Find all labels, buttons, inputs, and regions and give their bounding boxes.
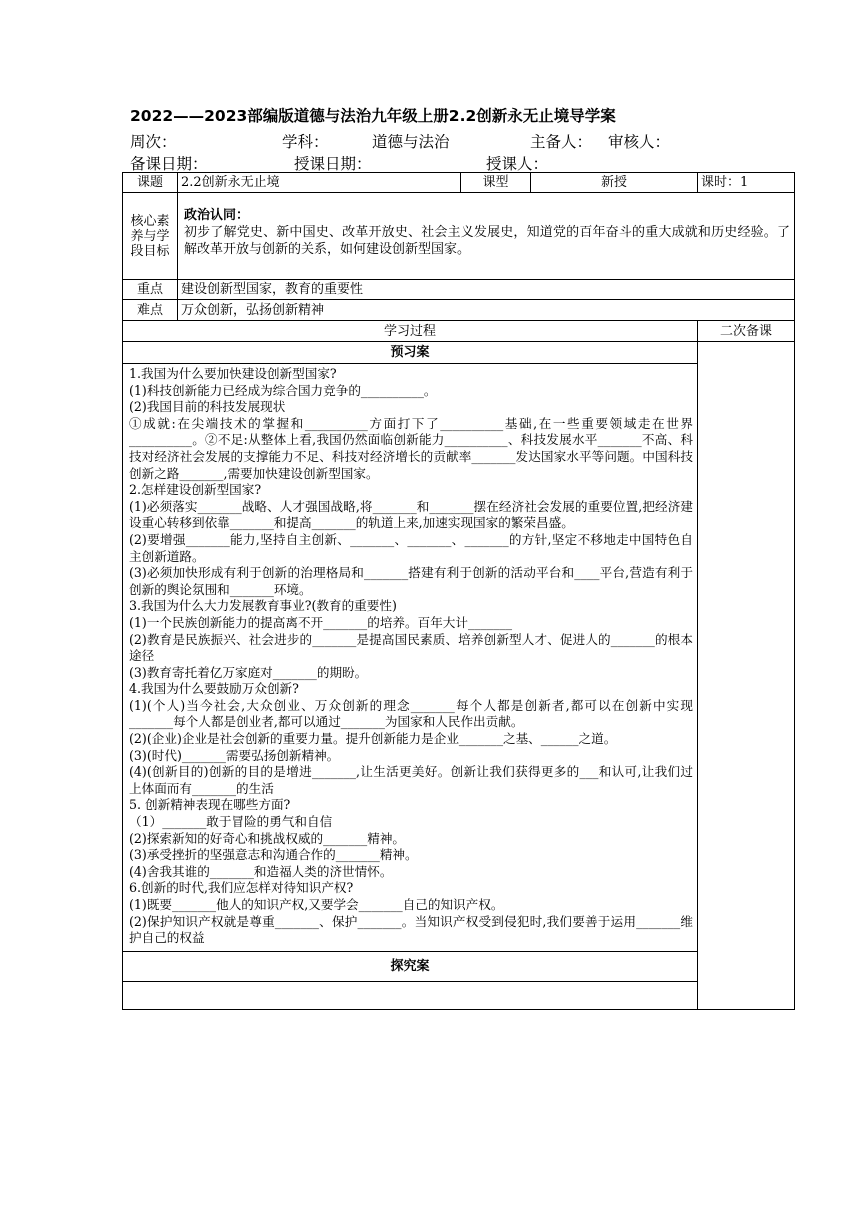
period-cell: 课时：1	[698, 173, 795, 193]
preview-line: 1.我国为什么要加快建设创新型国家?	[129, 366, 337, 381]
core-literacy-text: 初步了解党史、新中国史、改革开放史、社会主义发展史，知道党的百年奋斗的重大成就和历史经验。了解改革开放与创新的关系，如何建设创新型国家。	[184, 225, 790, 257]
subject-label: 学科：	[282, 133, 329, 151]
preview-line: 2.怎样建设创新型国家?	[129, 482, 262, 498]
teacher-label: 授课人：	[486, 155, 549, 173]
preview-line: (1)必须落实_______战略、人才强国战略,将_______和_______摆在经济社会发展的重要位置,把经济建设重心转移到依靠_______和提高_______的轨道上来,加速实现国家的繁荣昌盛。	[129, 498, 693, 531]
preview-line: (1)科技创新能力已经成为综合国力竞争的__________。	[129, 382, 437, 398]
core-literacy-label: 核心素养与学段目标	[123, 193, 178, 280]
key-point-value: 建设创新型国家，教育的重要性	[178, 280, 795, 300]
explore-section-header: 探究案	[123, 951, 698, 981]
type-value: 新授	[531, 173, 698, 193]
preview-section-header: 预习案	[123, 342, 698, 364]
secondary-prep-header: 二次备课	[698, 321, 795, 342]
preview-line: (3)教育寄托着亿万家庭对_______的期盼。	[129, 664, 368, 680]
preview-line: (1)(个人)当今社会,大众创业、万众创新的理念_______每个人都是创新者,都可以在创新中实现_______每个人都是创业者,都可以通过_______为国家和人民作出贡献。	[129, 697, 693, 730]
type-label: 课型	[461, 173, 531, 193]
prep-date-label: 备课日期：	[130, 155, 208, 173]
subject-value: 道德与法治	[372, 133, 450, 151]
preview-line: (3)必须加快形成有利于创新的治理格局和_______搭建有利于创新的活动平台和____平台,营造有利于创新的舆论氛围和_______环境。	[129, 565, 693, 597]
document-title: 2022——2023部编版道德与法治九年级上册2.2创新永无止境导学案	[130, 107, 616, 125]
preview-line: (2)探索新知的好奇心和挑战权威的_______精神。	[129, 830, 406, 846]
reviewer-label: 审核人：	[608, 133, 671, 151]
preview-line: ①成就:在尖端技术的掌握和__________方面打下了__________基础,在一些重要领域走在世界__________。②不足:从整体上看,我国仍然面临创新能力__________、科技发展水平_______不高、科技对经济社会发展的支撑能力不足、科技对经济增长的贡献率_______发达国家水平等问题。中国科技创新之路_______,需要加快建设创新型国家。	[129, 415, 693, 481]
preview-line: （1）_______敢于冒险的勇气和自信	[129, 814, 333, 830]
teach-date-label: 授课日期：	[294, 155, 372, 173]
week-label: 周次：	[130, 133, 177, 151]
preview-line: (3)(时代)_______需要弘扬创新精神。	[129, 747, 340, 763]
preview-content	[123, 364, 698, 952]
topic-label: 课题	[123, 173, 178, 193]
preparer-label: 主备人：	[530, 133, 593, 151]
preview-line: (1)一个民族创新能力的提高离不开_______的培养。百年大计_______	[129, 614, 513, 630]
core-literacy-cell	[178, 193, 795, 280]
explore-content	[123, 981, 698, 1009]
difficulty-value: 万众创新，弘扬创新精神	[178, 300, 795, 321]
learning-process-header: 学习过程	[123, 321, 698, 342]
preview-line: 4.我国为什么要鼓励万众创新?	[129, 681, 299, 697]
lesson-plan-table	[122, 172, 795, 1010]
preview-line: (2)保护知识产权就是尊重_______、保护_______。当知识产权受到侵犯时,我们要善于运用_______维护自己的权益	[129, 913, 693, 946]
preview-line: (2)我国目前的科技发展现状	[129, 399, 286, 415]
preview-line: (1)既要_______他人的知识产权,又要学会_______自己的知识产权。	[129, 897, 504, 912]
preview-line: (3)承受挫折的坚强意志和沟通合作的_______精神。	[129, 847, 418, 863]
preview-line: (2)要增强_______能力,坚持自主创新、_______、_______、_______的方针,坚定不移地走中国特色自主创新道路。	[129, 531, 693, 564]
preview-line: 3.我国为什么大力发展教育事业?(教育的重要性)	[129, 598, 397, 614]
preview-line: 5. 创新精神表现在哪些方面?	[129, 797, 291, 813]
preview-line: (2)教育是民族振兴、社会进步的_______是提高国民素质、培养创新型人才、促进人的_______的根本途径	[129, 631, 693, 664]
preview-line: (4)舍我其谁的_______和造福人类的济世情怀。	[129, 863, 393, 879]
preview-line: (2)(企业)企业是社会创新的重要力量。提升创新能力是企业_______之基、______之道。	[129, 731, 617, 747]
preview-line: 6.创新的时代,我们应怎样对待知识产权?	[129, 880, 354, 896]
key-point-label: 重点	[123, 280, 178, 300]
topic-value: 2.2创新永无止境	[178, 173, 461, 193]
preview-line: (4)(创新目的)创新的目的是增进_______,让生活更美好。创新让我们获得更多的___和认可,让我们过上体面而有_______的生活	[129, 764, 693, 796]
core-literacy-heading: 政治认同：	[184, 208, 250, 223]
preview-lines	[129, 366, 693, 947]
secondary-prep-column	[698, 342, 795, 1010]
difficulty-label: 难点	[123, 300, 178, 321]
